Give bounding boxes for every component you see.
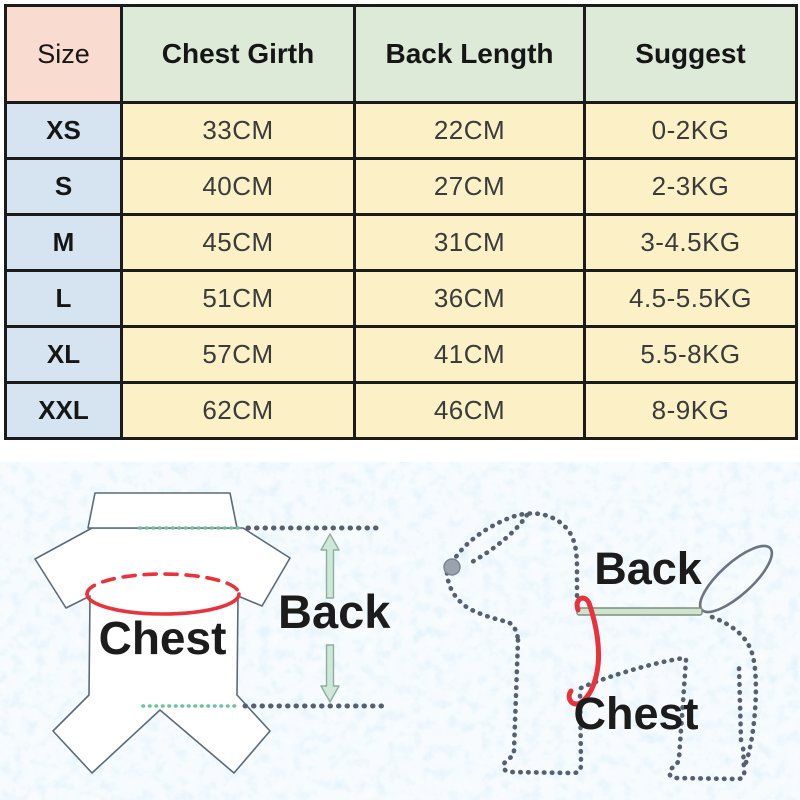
dog-chest-label: Chest bbox=[573, 688, 699, 739]
column-header-size: Size bbox=[6, 6, 122, 103]
size-cell: L bbox=[6, 271, 122, 327]
back-cell: 31CM bbox=[355, 215, 585, 271]
size-cell: XXL bbox=[6, 383, 122, 439]
suggest-cell: 4.5-5.5KG bbox=[585, 271, 797, 327]
row-xs bbox=[6, 103, 797, 159]
suggest-cell: 8-9KG bbox=[585, 383, 797, 439]
suggest-cell: 5.5-8KG bbox=[585, 327, 797, 383]
back-cell: 41CM bbox=[355, 327, 585, 383]
chest-cell: 51CM bbox=[122, 271, 355, 327]
suggest-cell: 2-3KG bbox=[585, 159, 797, 215]
dog-back-label: Back bbox=[594, 543, 702, 594]
suggest-cell: 0-2KG bbox=[585, 103, 797, 159]
header-row bbox=[6, 6, 797, 103]
back-cell: 27CM bbox=[355, 159, 585, 215]
size-table bbox=[4, 4, 798, 440]
column-header-back-length: Back Length bbox=[355, 6, 585, 103]
chest-cell: 33CM bbox=[122, 103, 355, 159]
column-header-suggest: Suggest bbox=[585, 6, 797, 103]
garment-back-label: Back bbox=[278, 585, 391, 638]
size-cell: XS bbox=[6, 103, 122, 159]
row-xxl bbox=[6, 383, 797, 439]
back-cell: 36CM bbox=[355, 271, 585, 327]
size-cell: XL bbox=[6, 327, 122, 383]
measurement-diagram bbox=[0, 462, 800, 800]
row-m bbox=[6, 215, 797, 271]
size-cell: S bbox=[6, 159, 122, 215]
dog-nose bbox=[444, 559, 460, 575]
back-cell: 46CM bbox=[355, 383, 585, 439]
chest-cell: 45CM bbox=[122, 215, 355, 271]
chest-cell: 62CM bbox=[122, 383, 355, 439]
suggest-cell: 3-4.5KG bbox=[585, 215, 797, 271]
row-xl bbox=[6, 327, 797, 383]
garment-collar bbox=[88, 493, 237, 528]
row-s bbox=[6, 159, 797, 215]
garment-chest-label: Chest bbox=[98, 612, 227, 664]
size-cell: M bbox=[6, 215, 122, 271]
back-cell: 22CM bbox=[355, 103, 585, 159]
back-measure-bar bbox=[577, 608, 702, 615]
chest-cell: 57CM bbox=[122, 327, 355, 383]
row-l bbox=[6, 271, 797, 327]
chest-cell: 40CM bbox=[122, 159, 355, 215]
column-header-chest-girth: Chest Girth bbox=[122, 6, 355, 103]
